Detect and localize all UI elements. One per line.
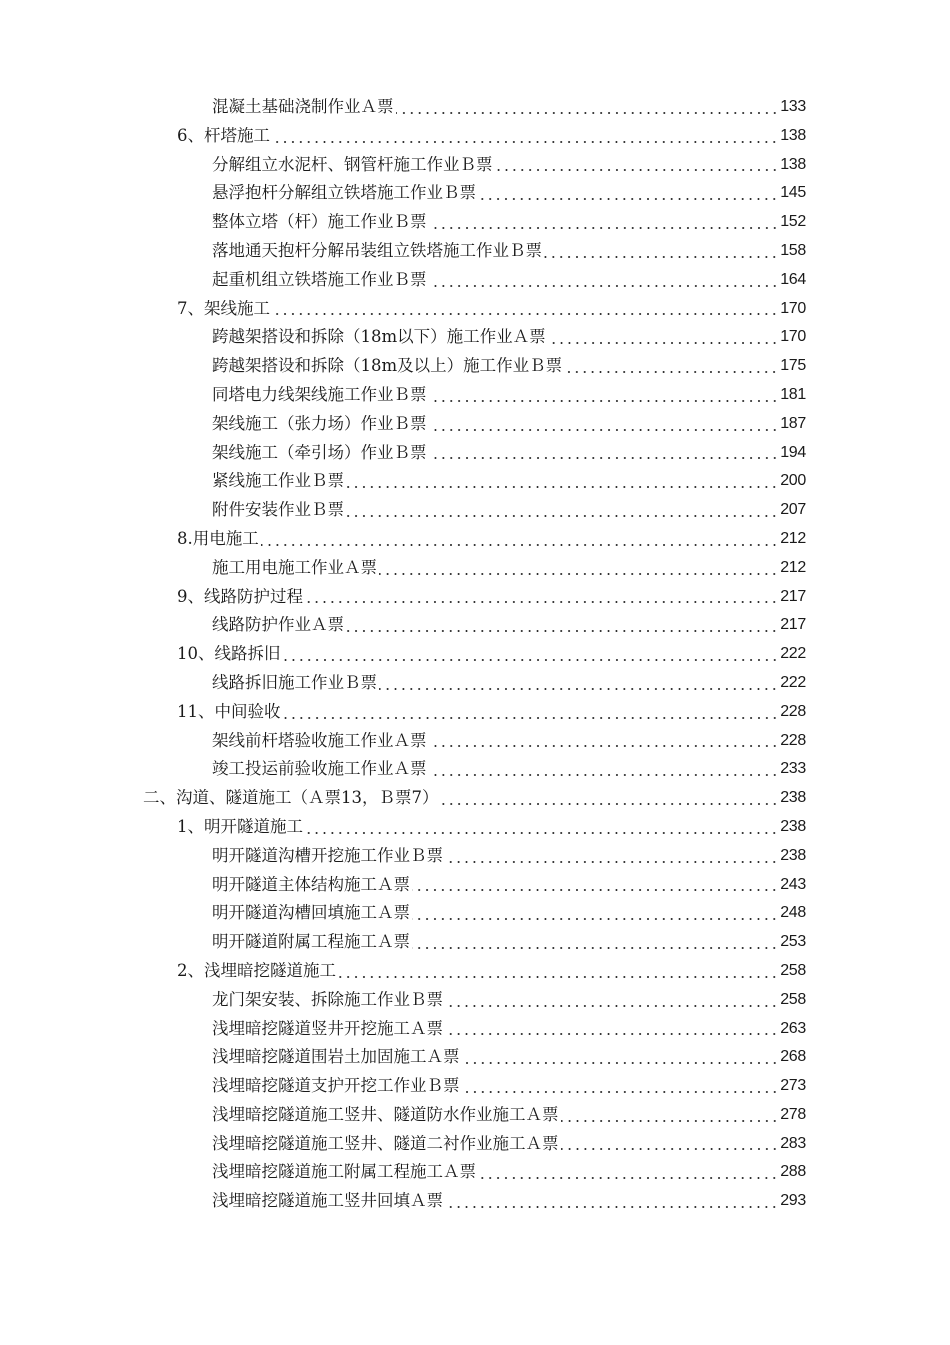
- toc-entry-page-number: 145: [780, 184, 806, 202]
- toc-entry-title: 同塔电力线架线施工作业Ｂ票: [212, 384, 427, 404]
- toc-entry-page-number: 222: [780, 645, 806, 663]
- toc-entry[interactable]: [0, 928, 950, 957]
- toc-entry[interactable]: [0, 323, 950, 352]
- toc-entry-title: 6、杆塔施工: [177, 125, 270, 145]
- toc-dot-leader: [478, 1158, 778, 1187]
- toc-dot-leader: [261, 525, 778, 554]
- toc-dot-leader: [544, 237, 778, 266]
- toc-entry[interactable]: [0, 640, 950, 669]
- toc-entry-page-number: 158: [780, 241, 806, 259]
- toc-entry-page-number: 243: [780, 875, 806, 893]
- toc-entry-title: 二、沟道、隧道施工（Ａ票13，Ｂ票7）: [143, 788, 439, 808]
- toc-entry[interactable]: [0, 266, 950, 295]
- toc-dot-leader: [346, 496, 778, 525]
- toc-entry-title: 明开隧道主体结构施工Ａ票: [212, 874, 410, 894]
- toc-entry[interactable]: [0, 1158, 950, 1187]
- table-of-contents: [0, 93, 950, 1216]
- toc-entry-title: 明开隧道沟槽回填施工Ａ票: [212, 903, 410, 923]
- toc-entry-title: 跨越架搭设和拆除（18m以下）施工作业Ａ票: [212, 327, 546, 347]
- toc-entry-title: 落地通天抱杆分解吊装组立铁塔施工作业Ｂ票: [212, 240, 542, 260]
- toc-entry-title: 悬浮抱杆分解组立铁塔施工作业Ｂ票: [212, 183, 476, 203]
- toc-dot-leader: [462, 1072, 779, 1101]
- toc-dot-leader: [429, 439, 779, 468]
- toc-entry-title: 分解组立水泥杆、钢管杆施工作业Ｂ票: [212, 154, 493, 174]
- toc-entry-page-number: 170: [780, 328, 806, 346]
- toc-dot-leader: [429, 727, 779, 756]
- toc-dot-leader: [412, 899, 778, 928]
- toc-entry-page-number: 170: [780, 299, 806, 317]
- toc-entry[interactable]: [0, 381, 950, 410]
- toc-entry-page-number: 233: [780, 760, 806, 778]
- toc-entry-title: 浅埋暗挖隧道围岩土加固施工Ａ票: [212, 1047, 460, 1067]
- toc-entry[interactable]: [0, 237, 950, 266]
- toc-entry-title: 跨越架搭设和拆除（18m及以上）施工作业Ｂ票: [212, 356, 563, 376]
- toc-entry-title: 浅埋暗挖隧道施工竖井回填Ａ票: [212, 1191, 443, 1211]
- toc-entry-page-number: 217: [780, 587, 806, 605]
- toc-dot-leader: [495, 151, 779, 180]
- toc-dot-leader: [445, 1015, 778, 1044]
- toc-dot-leader: [412, 928, 778, 957]
- toc-dot-leader: [429, 208, 779, 237]
- toc-entry[interactable]: [0, 611, 950, 640]
- toc-entry[interactable]: [0, 755, 950, 784]
- toc-dot-leader: [462, 1043, 779, 1072]
- toc-dot-leader: [561, 1130, 779, 1159]
- toc-entry-title: 2、浅埋暗挖隧道施工: [177, 960, 336, 980]
- toc-entry-title: 浅埋暗挖隧道支护开挖工作业Ｂ票: [212, 1076, 460, 1096]
- toc-entry-title: 11、中间验收: [177, 701, 281, 721]
- toc-entry[interactable]: [0, 1043, 950, 1072]
- toc-entry-page-number: 200: [780, 472, 806, 490]
- toc-entry-page-number: 258: [780, 990, 806, 1008]
- toc-entry-page-number: 138: [780, 126, 806, 144]
- toc-entry-page-number: 238: [780, 846, 806, 864]
- toc-entry[interactable]: [0, 842, 950, 871]
- toc-entry-title: 浅埋暗挖隧道施工竖井、隧道防水作业施工Ａ票: [212, 1104, 559, 1124]
- toc-entry-page-number: 181: [780, 385, 806, 403]
- toc-dot-leader: [445, 986, 778, 1015]
- toc-entry[interactable]: [0, 122, 950, 151]
- toc-entry[interactable]: [0, 899, 950, 928]
- toc-dot-leader: [478, 179, 778, 208]
- toc-dot-leader: [283, 698, 779, 727]
- toc-entry-title: 1、明开隧道施工: [177, 816, 303, 836]
- toc-entry-page-number: 187: [780, 414, 806, 432]
- toc-entry-title: 8.用电施工: [177, 528, 259, 548]
- toc-dot-leader: [564, 352, 778, 381]
- toc-dot-leader: [429, 755, 779, 784]
- toc-dot-leader: [338, 957, 778, 986]
- toc-entry[interactable]: [0, 554, 950, 583]
- toc-dot-leader: [441, 784, 779, 813]
- toc-dot-leader: [305, 813, 778, 842]
- toc-entry-title: 施工用电施工作业Ａ票: [212, 557, 377, 577]
- toc-dot-leader: [346, 467, 778, 496]
- toc-dot-leader: [283, 640, 779, 669]
- toc-entry-title: 10、线路拆旧: [177, 644, 281, 664]
- toc-dot-leader: [412, 871, 778, 900]
- toc-entry[interactable]: [0, 669, 950, 698]
- toc-entry-title: 竣工投运前验收施工作业Ａ票: [212, 759, 427, 779]
- toc-entry[interactable]: [0, 439, 950, 468]
- toc-entry[interactable]: [0, 151, 950, 180]
- toc-entry[interactable]: [0, 986, 950, 1015]
- toc-entry-title: 架线施工（张力场）作业Ｂ票: [212, 413, 427, 433]
- toc-dot-leader: [272, 122, 778, 151]
- toc-entry[interactable]: [0, 295, 950, 324]
- toc-entry[interactable]: [0, 583, 950, 612]
- toc-entry-page-number: 278: [780, 1105, 806, 1123]
- toc-entry-title: 浅埋暗挖隧道施工附属工程施工Ａ票: [212, 1162, 476, 1182]
- toc-entry-title: 线路防护作业Ａ票: [212, 615, 344, 635]
- toc-entry-title: 混凝土基础浇制作业Ａ票: [212, 97, 394, 116]
- toc-entry-page-number: 228: [780, 702, 806, 720]
- toc-entry-page-number: 258: [780, 961, 806, 979]
- toc-entry[interactable]: [0, 813, 950, 842]
- toc-entry-page-number: 228: [780, 731, 806, 749]
- toc-dot-leader: [429, 410, 779, 439]
- toc-entry-page-number: 222: [780, 673, 806, 691]
- toc-dot-leader: [379, 669, 778, 698]
- toc-entry-page-number: 152: [780, 213, 806, 231]
- toc-dot-leader: [272, 295, 778, 324]
- toc-entry-title: 整体立塔（杆）施工作业Ｂ票: [212, 212, 427, 232]
- toc-entry[interactable]: [0, 957, 950, 986]
- toc-entry[interactable]: [0, 1101, 950, 1130]
- toc-entry-title: 明开隧道附属工程施工Ａ票: [212, 932, 410, 952]
- toc-entry-title: 线路拆旧施工作业Ｂ票: [212, 672, 377, 692]
- toc-entry[interactable]: [0, 179, 950, 208]
- toc-entry[interactable]: [0, 1015, 950, 1044]
- toc-entry[interactable]: [0, 496, 950, 525]
- toc-entry-title: 架线施工（牵引场）作业Ｂ票: [212, 442, 427, 462]
- toc-entry-page-number: 175: [780, 357, 806, 375]
- toc-dot-leader: [445, 842, 778, 871]
- toc-entry-page-number: 263: [780, 1019, 806, 1037]
- toc-dot-leader: [305, 583, 778, 612]
- toc-entry-page-number: 288: [780, 1163, 806, 1181]
- toc-entry[interactable]: [0, 871, 950, 900]
- toc-entry[interactable]: [0, 208, 950, 237]
- toc-entry-page-number: 212: [780, 558, 806, 576]
- toc-entry-page-number: 138: [780, 155, 806, 173]
- toc-entry[interactable]: [0, 1130, 950, 1159]
- toc-entry[interactable]: [0, 1187, 950, 1216]
- toc-entry-page-number: 248: [780, 904, 806, 922]
- toc-entry[interactable]: [0, 410, 950, 439]
- toc-entry[interactable]: [0, 784, 950, 813]
- toc-entry[interactable]: [0, 352, 950, 381]
- toc-dot-leader: [561, 1101, 779, 1130]
- toc-entry-page-number: 238: [780, 817, 806, 835]
- toc-dot-leader: [548, 323, 779, 352]
- toc-entry-title: 浅埋暗挖隧道施工竖井、隧道二衬作业施工Ａ票: [212, 1133, 559, 1153]
- toc-entry-page-number: 238: [780, 789, 806, 807]
- toc-entry-page-number: 283: [780, 1134, 806, 1152]
- toc-entry-page-number: 164: [780, 270, 806, 288]
- toc-dot-leader: [379, 554, 778, 583]
- toc-entry[interactable]: [0, 467, 950, 496]
- toc-entry-title: 浅埋暗挖隧道竖井开挖施工Ａ票: [212, 1018, 443, 1038]
- toc-entry-page-number: 293: [780, 1192, 806, 1210]
- toc-entry[interactable]: [0, 727, 950, 756]
- toc-entry-page-number: 253: [780, 933, 806, 951]
- toc-entry-title: 起重机组立铁塔施工作业Ｂ票: [212, 269, 427, 289]
- toc-entry-page-number: 273: [780, 1077, 806, 1095]
- toc-dot-leader: [396, 93, 779, 122]
- toc-entry-title: 紧线施工作业Ｂ票: [212, 471, 344, 491]
- toc-dot-leader: [445, 1187, 778, 1216]
- toc-entry-title: 9、线路防护过程: [177, 586, 303, 606]
- toc-entry-page-number: 268: [780, 1048, 806, 1066]
- toc-entry[interactable]: [0, 525, 950, 554]
- toc-entry-title: 架线前杆塔验收施工作业Ａ票: [212, 730, 427, 750]
- toc-entry-page-number: 207: [780, 501, 806, 519]
- toc-entry-page-number: 133: [780, 98, 806, 115]
- toc-entry-page-number: 217: [780, 616, 806, 634]
- toc-entry-page-number: 194: [780, 443, 806, 461]
- toc-entry-title: 龙门架安装、拆除施工作业Ｂ票: [212, 989, 443, 1009]
- toc-entry[interactable]: [0, 93, 950, 122]
- toc-entry[interactable]: [0, 698, 950, 727]
- toc-entry-title: 明开隧道沟槽开挖施工作业Ｂ票: [212, 845, 443, 865]
- toc-dot-leader: [429, 266, 779, 295]
- toc-entry-title: 附件安装作业Ｂ票: [212, 500, 344, 520]
- toc-dot-leader: [346, 611, 778, 640]
- toc-entry[interactable]: [0, 1072, 950, 1101]
- toc-entry-page-number: 212: [780, 529, 806, 547]
- toc-dot-leader: [429, 381, 779, 410]
- toc-entry-title: 7、架线施工: [177, 298, 270, 318]
